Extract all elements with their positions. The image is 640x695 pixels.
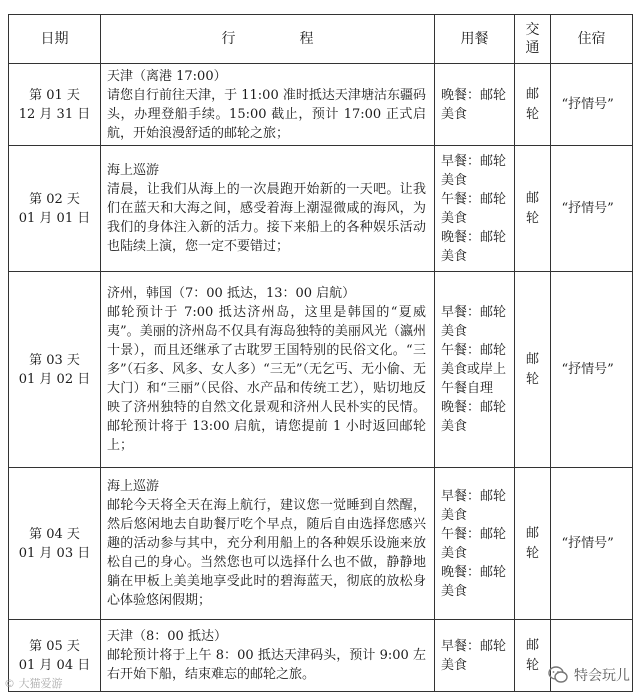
row-program-desc: 邮轮预计将于上午 8：00 抵达天津码头，预计 9:00 左右开始下船，结束难忘的邮轮之旅。: [107, 648, 426, 682]
row-program-title: 济州，韩国（7：00 抵达，13：00 启航）: [107, 286, 356, 301]
row-day: 第 04 天: [29, 526, 80, 542]
meal-item: 晚餐：邮轮美食: [441, 229, 507, 264]
meal-item: 早餐：邮轮美食: [441, 638, 507, 673]
row-program-cell: [101, 468, 435, 620]
watermark-left: © 大猫爱游: [4, 677, 63, 690]
meal-item: 晚餐：邮轮美食: [441, 564, 507, 599]
row-day: 第 02 天: [29, 191, 80, 207]
row-date-cell: [9, 468, 101, 620]
row-meals-cell: [435, 620, 515, 692]
row-day: 第 05 天: [29, 638, 80, 654]
row-date: 01 月 03 日: [18, 545, 91, 561]
row-transport-cell: [515, 146, 551, 272]
row-transport-cell: [515, 468, 551, 620]
row-transport: 邮轮: [525, 351, 539, 387]
row-meals-cell: [435, 64, 515, 146]
row-program-cell: [101, 620, 435, 692]
row-day: 第 01 天: [29, 87, 80, 103]
row-program-title: 海上巡游: [107, 163, 160, 178]
row-lodging: “抒情号”: [561, 200, 614, 216]
meal-item: 早餐：邮轮美食: [441, 153, 507, 188]
row-lodging: “抒情号”: [561, 535, 614, 551]
row-meals-cell: [435, 146, 515, 272]
itinerary-row: [9, 146, 633, 272]
row-date-cell: [9, 272, 101, 468]
row-meals-cell: [435, 468, 515, 620]
itinerary-row: [9, 620, 633, 692]
row-date-cell: [9, 146, 101, 272]
row-lodging-cell: [551, 468, 633, 620]
header-meals: 用餐: [435, 15, 515, 64]
row-program-desc: 清晨，让我们从海上的一次晨跑开始新的一天吧。让我们在蓝天和大海之间，感受着海上潮湿微咸的海风，为我们的身体注入新的活力。接下来船上的各种娱乐活动也陆续上演，您一定不要错过；: [107, 182, 426, 254]
itinerary-table: [8, 14, 633, 692]
meal-item: 午餐：邮轮美食: [441, 526, 507, 561]
itinerary-row: [9, 64, 633, 146]
row-program-title: 海上巡游: [107, 479, 160, 494]
header-date: 日期: [9, 15, 101, 64]
watermark-right: [548, 665, 630, 685]
row-program-desc: 邮轮今天将全天在海上航行，建议您一觉睡到自然醒，然后悠闲地去自助餐厅吃个早点，随后自由选择您感兴趣的活动参与其中，充分利用船上的各种娱乐设施来放松自己的身心。当然您也可以选择什么也不做，静静地躺在甲板上美美地享受此时的碧海蓝天，彻底的放松身心体验悠闲假期；: [107, 498, 426, 608]
row-program-cell: [101, 64, 435, 146]
row-lodging-cell: [551, 64, 633, 146]
row-lodging: “抒情号”: [561, 96, 614, 112]
row-program-cell: [101, 272, 435, 468]
itinerary-row: [9, 272, 633, 468]
row-transport: 邮轮: [525, 190, 539, 226]
meal-item: 晚餐：邮轮美食: [441, 400, 507, 434]
meal-item: 早餐：邮轮美食: [441, 488, 507, 523]
header-program-label: 行程: [221, 30, 378, 47]
header-transport: [515, 15, 551, 64]
header-row: [9, 15, 633, 64]
row-program-title: 天津（离港 17:00）: [107, 68, 227, 84]
row-transport: 邮轮: [525, 637, 539, 673]
meal-item: 午餐：邮轮美食或岸上午餐自理: [441, 343, 507, 396]
wechat-logo-icon: [548, 666, 568, 684]
meal-item: 午餐：邮轮美食: [441, 191, 507, 226]
row-lodging: “抒情号”: [561, 361, 614, 377]
watermark-right-label: 特会玩儿: [574, 668, 630, 684]
row-program-desc: 请您自行前往天津，于 11:00 准时抵达天津塘沽东疆码头，办理登船手续。15:00 截止，预计 17:00 正式启航，开始浪漫舒适的邮轮之旅；: [107, 87, 426, 141]
row-transport-cell: [515, 620, 551, 692]
row-meals-cell: [435, 272, 515, 468]
meal-item: 晚餐：邮轮美食: [441, 87, 507, 122]
row-transport: 邮轮: [525, 86, 539, 122]
row-day: 第 03 天: [29, 352, 80, 368]
row-transport: 邮轮: [525, 525, 539, 561]
header-program: [101, 15, 435, 64]
row-date: 01 月 01 日: [18, 210, 91, 226]
meal-item: 早餐：邮轮美食: [441, 305, 507, 339]
row-program-cell: [101, 146, 435, 272]
itinerary-row: [9, 468, 633, 620]
row-lodging-cell: [551, 146, 633, 272]
header-lodging: 住宿: [551, 15, 633, 64]
row-transport-cell: [515, 272, 551, 468]
row-date: 12 月 31 日: [18, 106, 91, 122]
row-date-cell: [9, 64, 101, 146]
row-program-title: 天津（8：00 抵达）: [107, 629, 227, 644]
row-transport-cell: [515, 64, 551, 146]
row-lodging-cell: [551, 272, 633, 468]
row-date: 01 月 02 日: [18, 371, 91, 387]
row-program-desc: 邮轮预计于 7:00 抵达济州岛，这里是韩国的“夏威夷”。美丽的济州岛不仅具有海岛独特的美丽风光（瀛州十景），而且还继承了古耽罗王国特别的民俗文化。“三多”（石多、风多、女人多）“三无”（无乞丐、无小偷、无大门）和“三丽”（民俗、水产品和传统工艺），贴切地反映了济州独特的自然文化景观和济州人民朴实的民情。邮轮预计将于 13:00 启航，请您提前 1 小时返回邮轮上；: [107, 305, 426, 453]
header-transport-label: 交通: [525, 21, 540, 56]
row-date: 01 月 04 日: [18, 657, 91, 673]
